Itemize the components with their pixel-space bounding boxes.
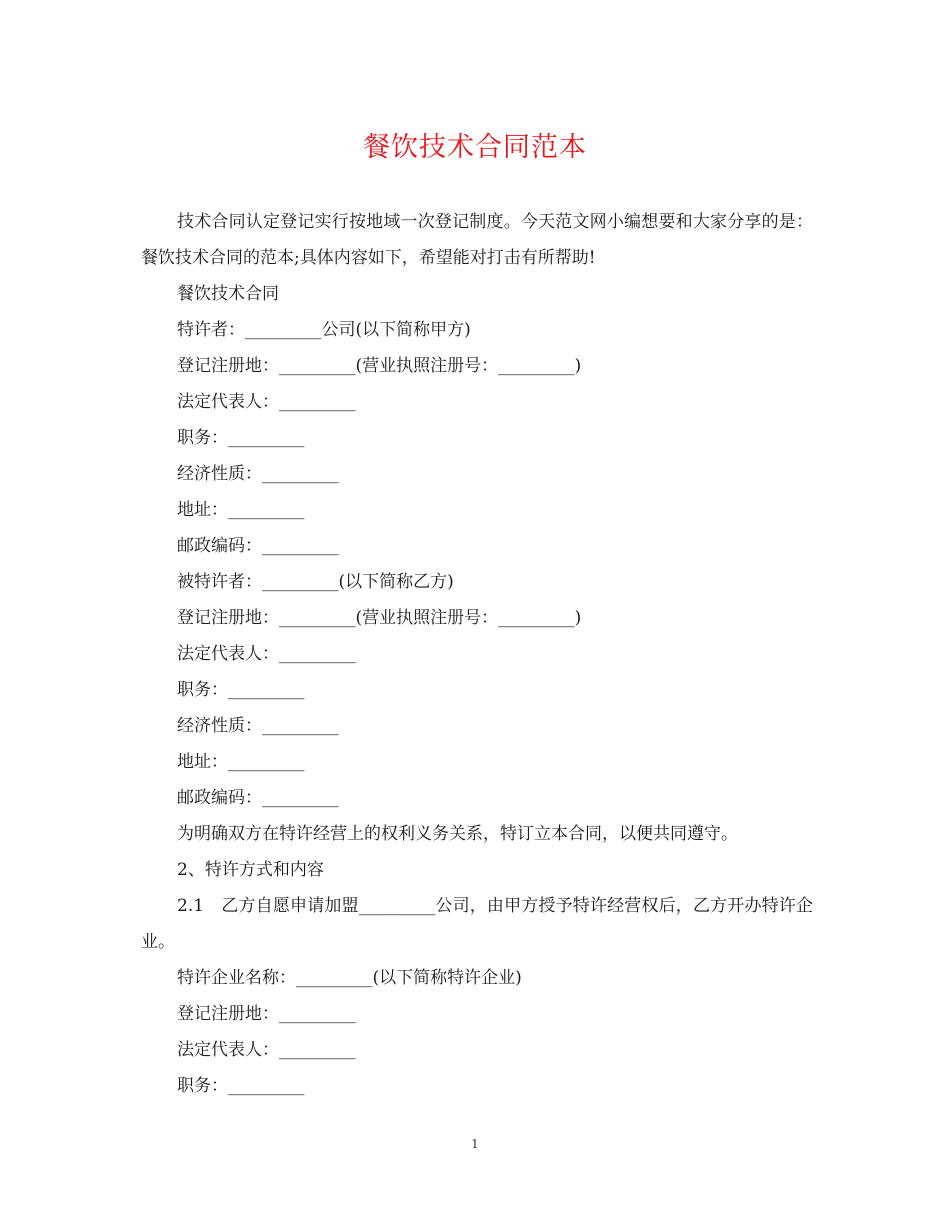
paragraph-franchisee-economic-nature: 经济性质：_________ [177, 716, 339, 736]
paragraph-franchise-enterprise-name: 特许企业名称：_________(以下简称特许企业) [177, 968, 522, 988]
paragraph-franchisee-postcode: 邮政编码：_________ [177, 788, 339, 808]
paragraph-enterprise-position: 职务：_________ [177, 1076, 305, 1096]
paragraph-franchisee: 被特许者：_________(以下简称乙方) [177, 572, 454, 592]
paragraph-franchisee-address: 地址：_________ [177, 752, 305, 772]
paragraph-purpose: 为明确双方在特许经营上的权利义务关系，特订立本合同，以便共同遵守。 [177, 824, 738, 844]
paragraph-contract-heading: 餐饮技术合同 [177, 284, 279, 304]
paragraph-franchisor-address: 地址：_________ [177, 500, 305, 520]
paragraph-enterprise-legal-rep: 法定代表人：_________ [177, 1040, 356, 1060]
paragraph-franchisor-position: 职务：_________ [177, 428, 305, 448]
paragraph-section-2-1: 2.1 乙方自愿申请加盟_________公司，由甲方授予特许经营权后，乙方开办特许企业。 [141, 896, 813, 952]
paragraph-franchisor: 特许者：_________公司(以下简称甲方) [177, 320, 471, 340]
paragraph-section-2-heading: 2、特许方式和内容 [177, 860, 324, 880]
document-body [141, 204, 813, 1104]
paragraph-enterprise-registration: 登记注册地：_________ [177, 1004, 356, 1024]
paragraph-franchisor-postcode: 邮政编码：_________ [177, 536, 339, 556]
paragraph-franchisee-position: 职务：_________ [177, 680, 305, 700]
paragraph-intro: 技术合同认定登记实行按地域一次登记制度。今天范文网小编想要和大家分享的是：餐饮技术合同的范本;具体内容如下，希望能对打击有所帮助! [141, 212, 813, 268]
paragraph-franchisor-registration: 登记注册地：_________(营业执照注册号：_________) [177, 356, 582, 376]
paragraph-franchisor-economic-nature: 经济性质：_________ [177, 464, 339, 484]
document-title: 餐饮技术合同范本 [363, 132, 587, 163]
paragraph-franchisee-registration: 登记注册地：_________(营业执照注册号：_________) [177, 608, 582, 628]
paragraph-franchisee-legal-rep: 法定代表人：_________ [177, 644, 356, 664]
page-number: 1 [471, 1137, 479, 1151]
paragraph-franchisor-legal-rep: 法定代表人：_________ [177, 392, 356, 412]
